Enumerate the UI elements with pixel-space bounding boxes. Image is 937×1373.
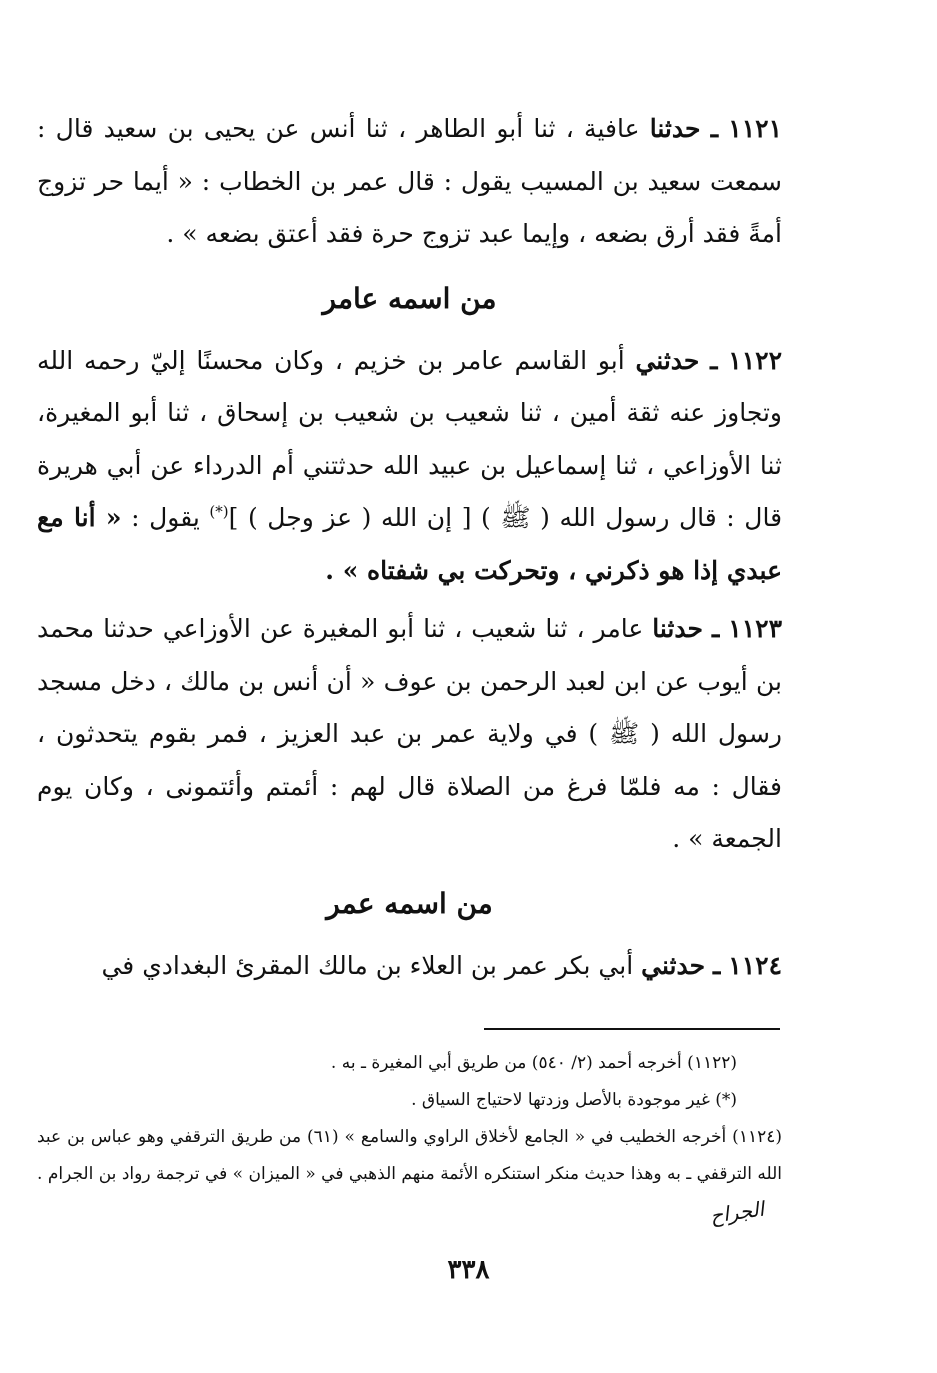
footnote-marker: (*) bbox=[209, 502, 229, 521]
hadith-lead-word: حدثني bbox=[635, 345, 700, 375]
page-number: ٣٣٨ bbox=[447, 1255, 490, 1285]
hadith-1121 bbox=[37, 103, 782, 261]
hadith-number: ١١٢١ bbox=[728, 114, 782, 143]
hadith-lead-word: حدثني bbox=[641, 950, 706, 980]
hadith-lead-word: حدثنا bbox=[652, 614, 703, 643]
hadith-number: ١١٢٣ bbox=[728, 614, 782, 643]
footnote: (*) غير موجودة بالأصل وزدتها لاحتياج السياق . bbox=[411, 1090, 737, 1110]
dash: ـ bbox=[713, 950, 721, 980]
hadith-text: أبو القاسم عامر بن خزيم ، وكان محسنًا إليّ رحمه الله وتجاوز عنه ثقة أمين ، ثنا شعيب بن شعيب بن إسحاق ، ثنا أبو المغيرة، ثنا الأوزاعي ، ثنا إسماعيل بن عبيد الله حدثتني أم الدرداء عن أبي هريرة قال : قال رسول الله ( ﷺ ) [ إن الله ( عز وجل ) ] bbox=[37, 345, 783, 532]
section-heading: من اسمه عامر bbox=[322, 281, 497, 315]
hadith-1122 bbox=[37, 335, 782, 598]
hadith-number: ١١٢٤ bbox=[728, 950, 782, 980]
handwritten-signature: الجراح bbox=[708, 1196, 766, 1228]
hadith-text-continued: يقول : bbox=[131, 503, 200, 532]
dash: ـ bbox=[710, 114, 719, 143]
dash: ـ bbox=[710, 345, 718, 375]
hadith-text: أبي بكر عمر بن العلاء بن مالك المقرئ البغدادي في bbox=[101, 950, 634, 980]
hadith-quote: « أنا مع عبدي إذا هو ذكرني ، وتحركت بي شفتاه » . bbox=[37, 503, 782, 585]
footnote-text: (١١٢٤) أخرجه الخطيب في « الجامع لأخلاق الراوي والسامع » (٦١) من طريق الترقفي وهو عباس بن عبد الله الترقفي ـ به وهذا حديث منكر استنكره الأئمة منهم الذهبي في « الميزان » في ترجمة رواد بن الجرام . bbox=[37, 1127, 782, 1184]
hadith-text: عافية ، ثنا أبو الطاهر ، ثنا أنس عن يحيى بن سعيد قال : سمعت سعيد بن المسيب يقول : قال عمر بن الخطاب : « أيما حر تزوج أمةً فقد أرق بضعه ، وإيما عبد تزوج حرة فقد أعتق بضعه » . bbox=[37, 114, 782, 248]
footnote: (١١٢٢) أخرجه أحمد (٢/ ٥٤٠) من طريق أبي المغيرة ـ به . bbox=[330, 1053, 737, 1073]
footnotes bbox=[37, 1045, 782, 1232]
footnote-separator bbox=[484, 1028, 780, 1030]
footnote bbox=[37, 1119, 782, 1232]
main-text bbox=[37, 103, 782, 992]
section-heading: من اسمه عمر bbox=[326, 886, 493, 920]
dash: ـ bbox=[711, 614, 720, 643]
hadith-lead-word: حدثنا bbox=[649, 114, 701, 143]
hadith-text: عامر ، ثنا شعيب ، ثنا أبو المغيرة عن الأوزاعي حدثنا محمد بن أيوب عن ابن لعبد الرحمن بن عوف « أن أنس بن مالك ، دخل مسجد رسول الله ( ﷺ ) في ولاية عمر بن عبد العزيز ، فمر بقوم يتحدثون ، فقال : مه فلمّا فرغ من الصلاة قال لهم : أئمتم وأئتمونى ، وكان يوم الجمعة » . bbox=[37, 614, 782, 853]
hadith-1124 bbox=[37, 940, 782, 993]
hadith-1123 bbox=[37, 603, 782, 866]
hadith-number: ١١٢٢ bbox=[728, 345, 783, 375]
